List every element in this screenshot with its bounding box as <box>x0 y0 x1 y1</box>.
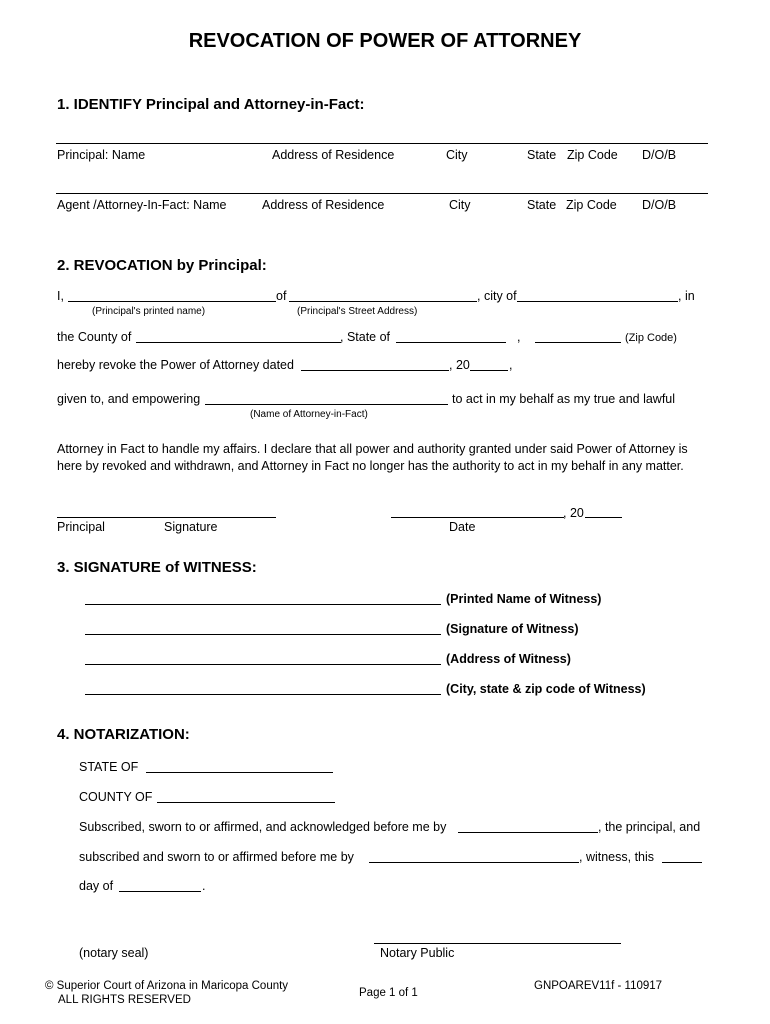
page-number: Page 1 of 1 <box>359 987 418 999</box>
notary-day-field[interactable] <box>662 862 702 863</box>
attorney-in-fact-field[interactable] <box>205 404 448 405</box>
witness-city-state-zip-field[interactable] <box>85 694 441 695</box>
agent-zip-label: Zip Code <box>566 198 617 212</box>
signature-year-field[interactable] <box>585 517 622 518</box>
principal-address-label: Address of Residence <box>272 148 395 162</box>
day-of-period: . <box>202 879 206 893</box>
notary-seal-label: (notary seal) <box>79 946 149 960</box>
act-label: to act in my behalf as my true and lawful <box>452 392 676 406</box>
given-label: given to, and empowering <box>57 392 201 406</box>
subscribed-witness-label: subscribed and sworn to or affirmed before me by <box>79 850 354 864</box>
principal-name-label: Principal: Name <box>57 148 146 162</box>
notary-state-label: STATE OF <box>79 760 139 774</box>
agent-city-label: City <box>449 198 471 212</box>
copyright-line-2: ALL RIGHTS RESERVED <box>58 994 191 1006</box>
principal-dob-label: D/O/B <box>642 148 677 162</box>
revocation-paragraph-line-1: Attorney in Fact to handle my affairs. I declare that all power and authority granted under said Power of Attorney is <box>57 442 688 456</box>
signature-date-field[interactable] <box>391 517 564 518</box>
county-label: the County of <box>57 330 132 344</box>
copyright-line-1: © Superior Court of Arizona in Maricopa County <box>45 980 289 992</box>
state-field[interactable] <box>396 342 506 343</box>
form-code: GNPOAREV11f - 110917 <box>534 980 663 992</box>
subscribed-label: Subscribed, sworn to or affirmed, and acknowledged before me by <box>79 820 447 834</box>
section-1-heading: 1. IDENTIFY Principal and Attorney-in-Fact: <box>57 96 365 113</box>
section-2-heading: 2. REVOCATION by Principal: <box>57 257 267 274</box>
witness-printed-name-label: (Printed Name of Witness) <box>446 592 602 606</box>
poa-year-comma: , <box>509 358 513 372</box>
principal-printed-name-field[interactable] <box>68 301 276 302</box>
subscribed-witness-field[interactable] <box>369 862 579 863</box>
notary-county-label: COUNTY OF <box>79 790 153 804</box>
notary-public-label: Notary Public <box>380 946 455 960</box>
witness-this-label: , witness, this <box>579 850 655 864</box>
principal-signature-field[interactable] <box>57 517 276 518</box>
witness-city-state-zip-label: (City, state & zip code of Witness) <box>446 682 646 696</box>
state-of-label: , State of <box>340 330 391 344</box>
section-4-heading: 4. NOTARIZATION: <box>57 726 190 743</box>
zip-code-field[interactable] <box>535 342 621 343</box>
poa-year-field[interactable] <box>470 370 508 371</box>
principal-city-label: City <box>446 148 468 162</box>
agent-address-label: Address of Residence <box>262 198 385 212</box>
agent-state-label: State <box>527 198 557 212</box>
principal-label: Principal <box>57 520 105 534</box>
zip-code-caption: (Zip Code) <box>625 332 677 344</box>
witness-signature-field[interactable] <box>85 634 441 635</box>
in-label: , in <box>678 289 695 303</box>
principal-name-caption: (Principal's printed name) <box>92 306 206 317</box>
notary-public-signature-field[interactable] <box>374 943 621 944</box>
revoke-label: hereby revoke the Power of Attorney dated <box>57 358 294 372</box>
subscribed-principal-field[interactable] <box>458 832 598 833</box>
of-label: of <box>276 289 287 303</box>
section-3-heading: 3. SIGNATURE of WITNESS: <box>57 559 257 576</box>
agent-name-label: Agent /Attorney-In-Fact: Name <box>57 198 227 212</box>
principal-zip-label: Zip Code <box>567 148 618 162</box>
principal-info-line[interactable] <box>56 143 708 144</box>
witness-signature-label: (Signature of Witness) <box>446 622 579 636</box>
witness-address-field[interactable] <box>85 664 441 665</box>
signature-label: Signature <box>164 520 218 534</box>
principal-address-caption: (Principal's Street Address) <box>297 306 418 317</box>
attorney-caption: (Name of Attorney-in-Fact) <box>250 409 368 420</box>
principal-street-address-field[interactable] <box>289 301 477 302</box>
revocation-paragraph-line-2: here by revoked and withdrawn, and Attorney in Fact no longer has the authority to act in my behalf in any matter. <box>57 459 684 473</box>
date-label: Date <box>449 520 476 534</box>
witness-printed-name-field[interactable] <box>85 604 441 605</box>
city-of-label: , city of <box>477 289 517 303</box>
poa-date-field[interactable] <box>301 370 449 371</box>
county-field[interactable] <box>136 342 341 343</box>
principal-state-label: State <box>527 148 557 162</box>
principal-city-field[interactable] <box>517 301 678 302</box>
notary-state-field[interactable] <box>146 772 333 773</box>
day-of-label: day of <box>79 879 114 893</box>
signature-year-label: , 20 <box>563 506 584 520</box>
notary-county-field[interactable] <box>157 802 335 803</box>
poa-year-label: , 20 <box>449 358 470 372</box>
agent-dob-label: D/O/B <box>642 198 677 212</box>
principal-and-label: , the principal, and <box>598 820 701 834</box>
i-label: I, <box>57 289 64 303</box>
agent-info-line[interactable] <box>56 193 708 194</box>
page-title: REVOCATION OF POWER OF ATTORNEY <box>188 30 582 52</box>
state-comma: , <box>517 330 521 344</box>
witness-address-label: (Address of Witness) <box>446 652 571 666</box>
notary-month-field[interactable] <box>119 891 201 892</box>
